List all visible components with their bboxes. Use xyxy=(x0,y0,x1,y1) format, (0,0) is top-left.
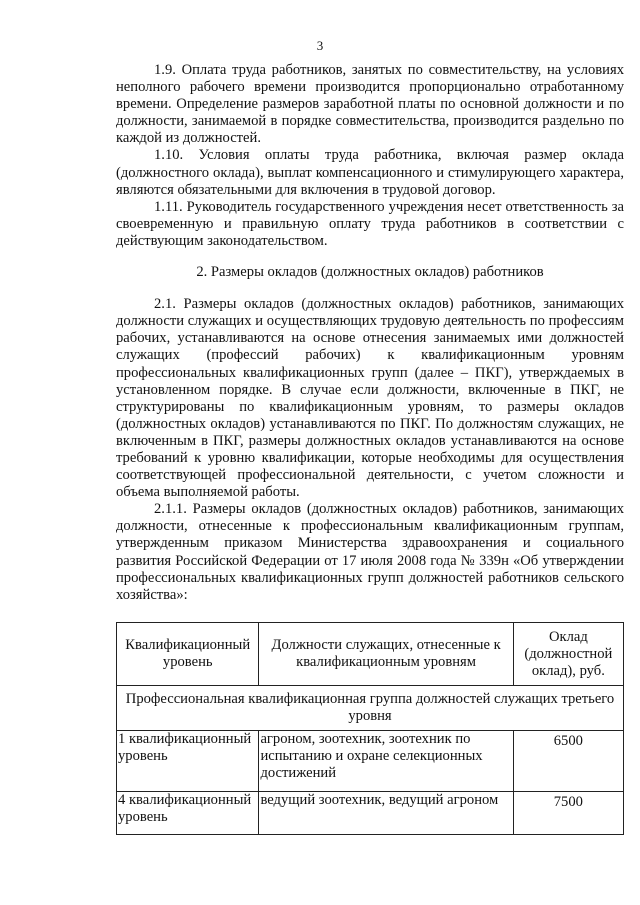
table-row xyxy=(117,792,624,835)
header-level: Квалификационный уровень xyxy=(117,623,259,686)
paragraph-1-9: 1.9. Оплата труда работников, занятых по совместительству, на условиях неполного рабочего времени производится пропорционально отработанному времени. Определение размеров заработной платы по основной должности и по должности, занимаемой в порядке совместительства, производится раздельно по каждой из должностей. xyxy=(116,62,624,147)
paragraph-1-10: 1.10. Условия оплаты труда работника, включая размер оклада (должностного оклада), выплат компенсационного и стимулирующего характера, являются обязательными для включения в трудовой договор. xyxy=(116,147,624,198)
table-header-row xyxy=(117,623,624,686)
section-2-heading: 2. Размеры окладов (должностных окладов) работников xyxy=(196,264,544,281)
row-level: 1 квалификационный уровень xyxy=(117,731,259,792)
paragraph-1-11: 1.11. Руководитель государственного учреждения несет ответственность за своевременную и правильную оплату труда работников в соответствии с действующим законодательством. xyxy=(116,198,624,249)
salary-table xyxy=(116,622,624,835)
header-salary: Оклад (должностной оклад), руб. xyxy=(513,623,623,686)
document-body xyxy=(116,62,624,604)
paragraph-2-1-1: 2.1.1. Размеры окладов (должностных окладов) работников, занимающих должности, отнесенные к профессиональным квалификационным группам, утвержденным приказом Министерства здравоохранения и социального развития Российской Федерации от 17 июля 2008 года № 339н «Об утверждении профессиональных квалификационных групп должностей работников сельского хозяйства»: xyxy=(116,501,624,603)
row-salary: 7500 xyxy=(513,792,623,835)
table-row xyxy=(117,731,624,792)
row-positions: агроном, зоотехник, зоотехник по испытанию и охране селекционных достижений xyxy=(259,731,513,792)
header-positions: Должности служащих, отнесенные к квалификационным уровням xyxy=(259,623,513,686)
row-positions: ведущий зоотехник, ведущий агроном xyxy=(259,792,513,835)
row-level: 4 квалификационный уровень xyxy=(117,792,259,835)
group-title: Профессиональная квалификационная группа должностей служащих третьего уровня xyxy=(117,686,624,731)
paragraph-2-1: 2.1. Размеры окладов (должностных окладов) работников, занимающих должности служащих и осуществляющих трудовую деятельность по профессиям рабочих, устанавливаются на основе отнесения занимаемых ими должностей служащих (профессий рабочих) к квалификационным уровням профессиональных квалификационных групп (далее – ПКГ), утверждаемых в установленном порядке. В случае если должности, включенные в ПКГ, не структурированы по квалификационным уровням, то размеры окладов (должностных окладов) устанавливаются по ПКГ. По должностям служащих, не включенным в ПКГ, размеры должностных окладов устанавливаются на основе требований к уровню квалификации, которые необходимы для осуществления соответствующей профессиональной деятельности, с учетом сложности и объема выполняемой работы. xyxy=(116,296,624,501)
table-group-row xyxy=(117,686,624,731)
page-number: 3 xyxy=(316,38,324,53)
row-salary: 6500 xyxy=(513,731,623,792)
